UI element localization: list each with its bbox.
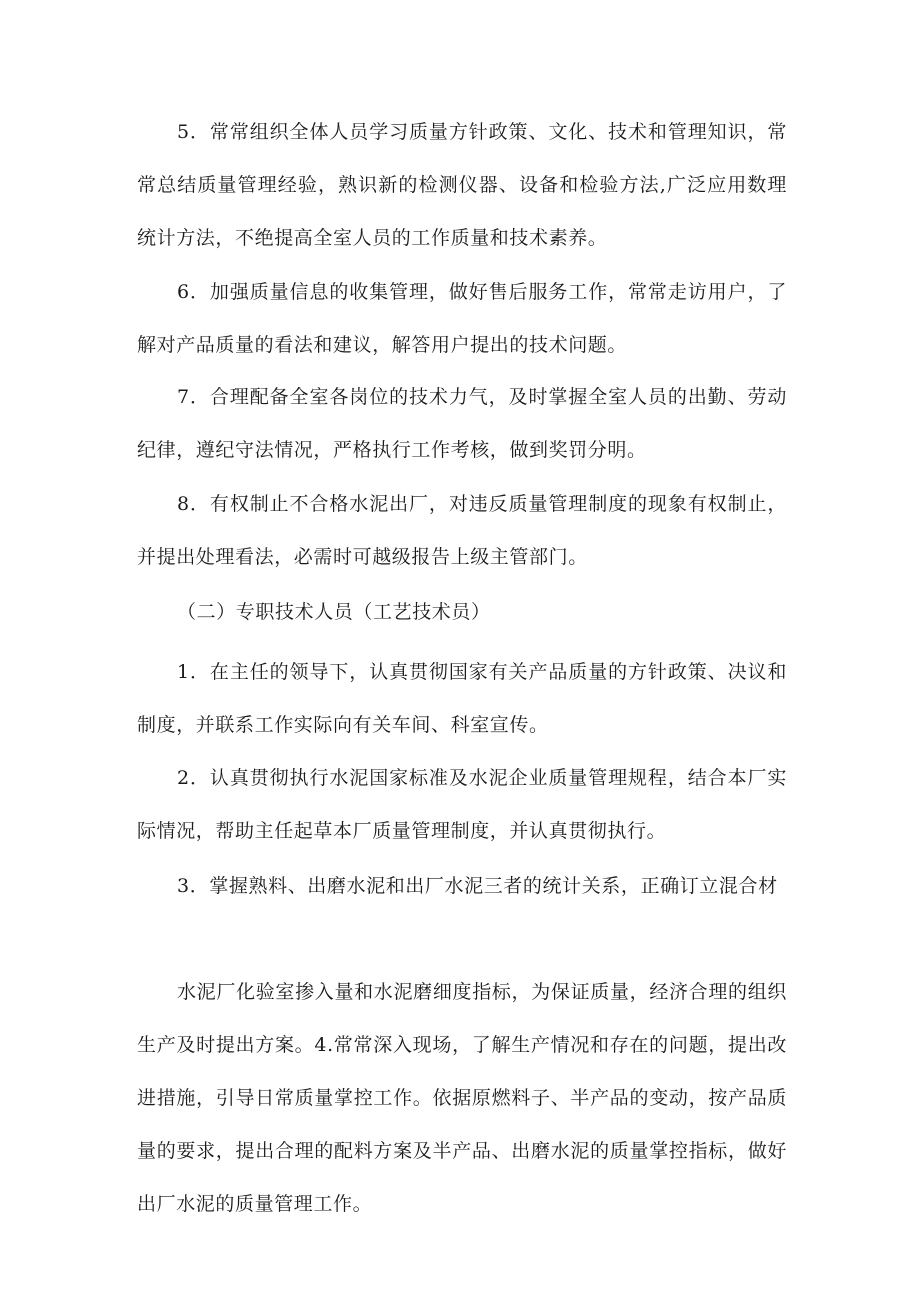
paragraph-8: 8．有权制止不合格水泥出厂，对违反质量管理制度的现象有权制止，并提出处理看法，必需时可越级报告上级主管部门。: [137, 493, 787, 568]
paragraph-5: 5．常常组织全体人员学习质量方针政策、文化、技术和管理知识，常常总结质量管理经验，熟识新的检测仪器、设备和检验方法,广泛应用数理统计方法，不绝提高全室人员的工作质量和技术素养。: [137, 121, 787, 249]
paragraph-3: 3．掌握熟料、出磨水泥和出厂水泥三者的统计关系，正确订立混合材: [177, 875, 778, 897]
paragraph-2: 2．认真贯彻执行水泥国家标准及水泥企业质量管理规程，结合本厂实际情况，帮助主任起草本厂质量管理制度，并认真贯彻执行。: [137, 767, 787, 842]
paragraph-6: 6．加强质量信息的收集管理，做好售后服务工作，常常走访用户，了解对产品质量的看法和建议，解答用户提出的技术问题。: [137, 281, 787, 356]
section-heading-technical-staff: （二）专职技术人员（工艺技术员）: [177, 601, 491, 623]
paragraph-continuation: 水泥厂化验室掺入量和水泥磨细度指标，为保证质量，经济合理的组织生产及时提出方案。4.常常深入现场，了解生产情况和存在的问题，提出改进措施，引导日常质量掌控工作。依据原燃料子、半产品的变动，按产品质量的要求，提出合理的配料方案及半产品、出磨水泥的质量掌控指标，做好出厂水泥的质量管理工作。: [137, 981, 787, 1215]
paragraph-7: 7．合理配备全室各岗位的技术力气，及时掌握全室人员的出勤、劳动纪律，遵纪守法情况，严格执行工作考核，做到奖罚分明。: [137, 386, 787, 461]
paragraph-1: 1．在主任的领导下，认真贯彻国家有关产品质量的方针政策、决议和制度，并联系工作实际向有关车间、科室宣传。: [137, 661, 787, 736]
